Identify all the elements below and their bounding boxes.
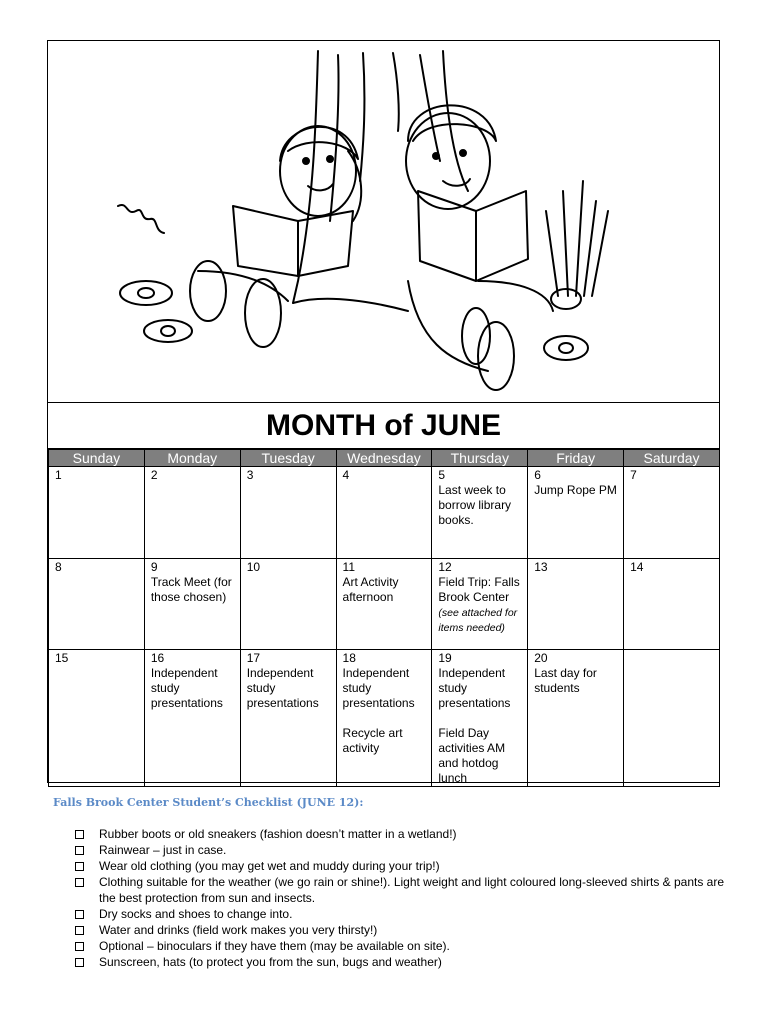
day-cell <box>240 559 336 650</box>
event-text: Recycle art activity <box>342 726 403 755</box>
day-cell <box>432 467 528 559</box>
event-text: Field Day activities AM and hotdog lunch <box>438 726 506 785</box>
week-row-3 <box>49 650 720 787</box>
weekday-wednesday: Wednesday <box>336 450 432 467</box>
checklist-item-text: Wear old clothing (you may get wet and muddy during your trip!) <box>99 859 440 873</box>
day-cell <box>144 467 240 559</box>
event-text: Art Activity afternoon <box>342 575 399 604</box>
event-text: Independent study presentations <box>150 666 223 710</box>
checklist-item-text: Sunscreen, hats (to protect you from the sun, bugs and weather) <box>99 955 442 969</box>
weekday-sunday: Sunday <box>49 450 145 467</box>
checkbox-icon <box>75 926 84 935</box>
checklist-item <box>75 842 725 858</box>
checklist-item-text: Water and drinks (field work makes you very thirsty!) <box>99 923 378 937</box>
checklist-item <box>75 906 725 922</box>
day-cell <box>336 467 432 559</box>
event-text: Last day for students <box>534 666 597 695</box>
day-cell <box>432 559 528 650</box>
checklist-item <box>75 938 725 954</box>
event-text: Field Trip: Falls Brook Center <box>438 575 520 604</box>
checklist-item-text: Rainwear – just in case. <box>99 843 227 857</box>
day-number: 16 <box>150 651 165 665</box>
day-cell <box>240 467 336 559</box>
day-number: 2 <box>150 468 158 482</box>
illustration-svg <box>48 41 719 402</box>
day-cell <box>432 650 528 787</box>
day-cell <box>528 650 624 787</box>
event-text: Jump Rope PM <box>534 483 617 497</box>
weekday-saturday: Saturday <box>624 450 720 467</box>
checklist-item-text: Dry socks and shoes to change into. <box>99 907 293 921</box>
checklist-item <box>75 858 725 874</box>
day-number: 11 <box>342 560 355 574</box>
weekday-thursday: Thursday <box>432 450 528 467</box>
event-text: Independent study presentations <box>342 666 415 710</box>
day-number: 9 <box>150 560 158 574</box>
day-cell <box>144 559 240 650</box>
checkbox-icon <box>75 910 84 919</box>
day-number: 6 <box>534 468 541 482</box>
checklist-item <box>75 954 725 970</box>
day-number: 4 <box>342 468 350 482</box>
day-number: 18 <box>342 651 356 665</box>
day-cell <box>624 467 720 559</box>
day-cell <box>49 650 145 787</box>
event-text: Independent study presentations <box>438 666 511 710</box>
day-number: 13 <box>534 560 548 574</box>
day-cell <box>528 467 624 559</box>
checkbox-icon <box>75 942 84 951</box>
event-text: Last week to borrow library books. <box>438 483 512 527</box>
day-number: 14 <box>630 560 644 574</box>
day-cell <box>624 559 720 650</box>
day-number: 17 <box>246 651 261 665</box>
calendar-frame <box>47 40 720 783</box>
june-calendar <box>48 449 720 787</box>
checklist-item <box>75 874 725 906</box>
day-cell <box>624 650 720 787</box>
day-number: 15 <box>55 651 69 665</box>
day-number: 3 <box>246 468 254 482</box>
day-number: 1 <box>55 468 62 482</box>
weekday-header-row <box>49 450 720 467</box>
day-cell <box>336 559 432 650</box>
checkbox-icon <box>75 830 84 839</box>
day-number: 10 <box>246 560 261 574</box>
checklist-item <box>75 922 725 938</box>
day-number: 5 <box>438 468 446 482</box>
day-number: 20 <box>534 651 548 665</box>
day-cell <box>144 650 240 787</box>
children-reading-illustration <box>48 41 719 403</box>
checkbox-icon <box>75 862 84 871</box>
checklist-title: Falls Brook Center Student’s Checklist (JUNE 12): <box>53 796 364 809</box>
checklist <box>75 826 725 970</box>
weekday-tuesday: Tuesday <box>240 450 336 467</box>
week-row-2 <box>49 559 720 650</box>
weekday-monday: Monday <box>144 450 240 467</box>
checklist-item-text: Clothing suitable for the weather (we go rain or shine!). Light weight and light coloured long-sleeved shirts & pants are the best protection from sun and insects. <box>99 875 725 905</box>
day-cell <box>336 650 432 787</box>
day-cell <box>240 650 336 787</box>
day-number: 7 <box>630 468 637 482</box>
checklist-item-text: Rubber boots or old sneakers (fashion doesn’t matter in a wetland!) <box>99 827 457 841</box>
checklist-item-text: Optional – binoculars if they have them (may be available on site). <box>99 939 450 953</box>
week-row-1 <box>49 467 720 559</box>
day-number: 8 <box>55 560 62 574</box>
checkbox-icon <box>75 878 84 887</box>
event-text: Track Meet (for those chosen) <box>150 575 232 604</box>
month-title: MONTH of JUNE <box>48 403 719 449</box>
day-cell <box>49 559 145 650</box>
day-number: 12 <box>438 560 452 574</box>
event-text: Independent study presentations <box>246 666 319 710</box>
day-cell <box>49 467 145 559</box>
weekday-friday: Friday <box>528 450 624 467</box>
day-cell <box>528 559 624 650</box>
checkbox-icon <box>75 958 84 967</box>
event-note: (see attached for items needed) <box>438 607 518 634</box>
checkbox-icon <box>75 846 84 855</box>
checklist-item <box>75 826 725 842</box>
day-number: 19 <box>438 651 452 665</box>
